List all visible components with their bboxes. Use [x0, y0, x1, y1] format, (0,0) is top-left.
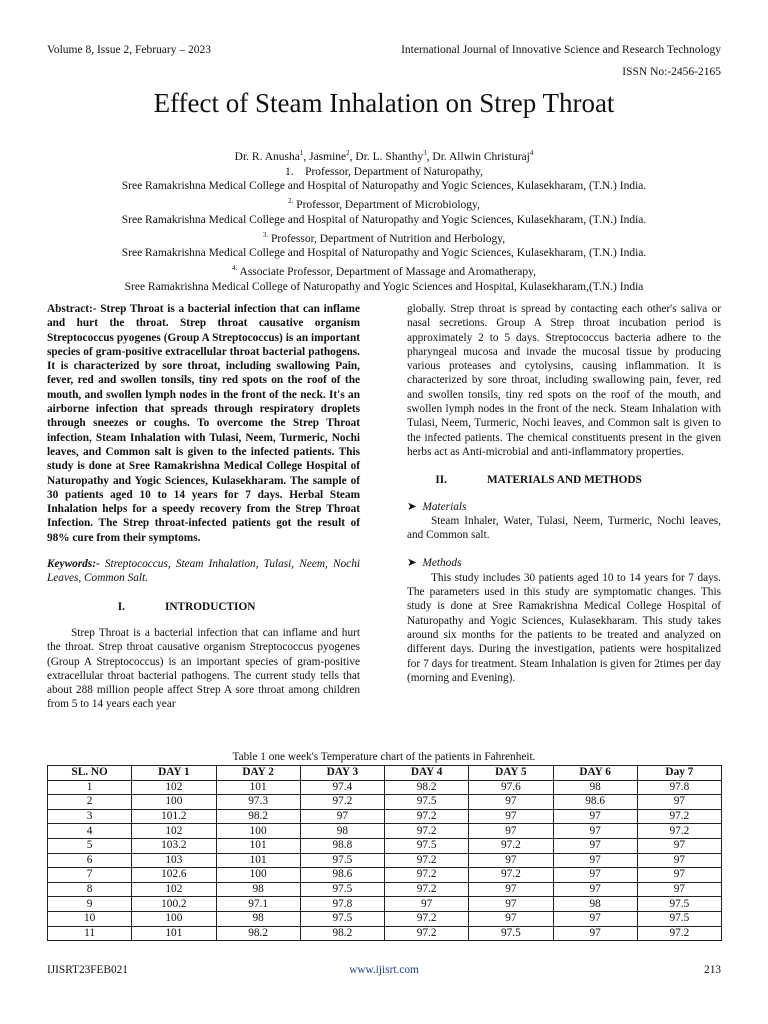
introduction-text: Strep Throat is a bacterial infection that can inflame and hurt the throat. Strep throat causative organism Streptococcus pyogenes (Group A Streptococcus) is an important species of gram-positive extracellular throat bacterial pathogens. The current study tells that about 288 million people affect Strep A sore throat among children from 5 to 14 years each year [47, 626, 360, 711]
table-cell: 97.2 [385, 926, 469, 941]
table-cell: 97.8 [300, 897, 384, 912]
column-header: DAY 6 [553, 766, 637, 781]
table-cell: 102 [132, 824, 216, 839]
table-cell: 97.5 [300, 882, 384, 897]
table-row [48, 780, 722, 795]
affiliation-line: $^{3.}$ Professor, Department of Nutrition and Herbology, [262, 230, 506, 245]
keywords-text: Streptococcus, Steam Inhalation, Tulasi, Neem, Nochi Leaves, Common Salt. [47, 558, 360, 585]
methods-text: This study includes 30 patients aged 10 to 14 years for 7 days. The parameters used in this study are symptomatic changes. This study is done at Sree Ramakrishna Medical College Hospital of Naturopathy and Yogic Sciences, Kulasekharam. This study takes around six months for the patients to be treated and analyzed on different days. During the investigation, patients were hospitalized for 7 days for treatment. Steam Inhalation is given for 2times per day (morning and Evening). [407, 571, 721, 684]
column-header: DAY 2 [216, 766, 300, 781]
arrow-bullet-icon: ➤ [407, 557, 417, 570]
table-cell: 97.2 [469, 838, 553, 853]
table-cell: 97 [469, 882, 553, 897]
journal-website-link[interactable]: www.ijisrt.com [349, 964, 419, 976]
table-cell: 100 [216, 824, 300, 839]
table-cell: 101 [216, 780, 300, 795]
table-cell: 97 [553, 838, 637, 853]
right-column [407, 302, 721, 685]
table-cell: 11 [48, 926, 132, 941]
introduction-continuation: globally. Strep throat is spread by contacting each other's saliva or nasal secretions. Group A Strep throat incubation period is approximately 2 to 5 days. Streptococcus bacteria adhere to the pharyngeal mucosa and invade the mucosal tissue by producing various proteases and cytolysins, causing inflammation. It is characterized by sore throat, including swallowing pain, fever, red and swollen tonsils, tiny red spots on the roof of the mouth, and swollen lymph nodes in the front of the neck. Steam Inhalation with Tulasi, Neem, Turmeric, Nochi leaves, and Common salt is given to the infected patients. The chemical constituents present in the given herbs act as Anti-microbial and anti-inflammatory properties. [407, 303, 721, 458]
table-cell: 100 [132, 795, 216, 810]
section-heading-introduction: I. INTRODUCTION [117, 600, 256, 613]
table-cell: 97 [469, 809, 553, 824]
column-header: DAY 1 [132, 766, 216, 781]
table-cell: 97 [553, 868, 637, 883]
table-cell: 97.2 [637, 824, 721, 839]
page-number: 213 [704, 964, 721, 976]
table-cell: 97 [553, 853, 637, 868]
table-cell: 9 [48, 897, 132, 912]
table-cell: 6 [48, 853, 132, 868]
issn: ISSN No:-2456-2165 [622, 66, 721, 78]
table-cell: 97.5 [637, 911, 721, 926]
table-row [48, 795, 722, 810]
table-row [48, 897, 722, 912]
table-cell: 97.2 [385, 853, 469, 868]
table-cell: 97 [553, 882, 637, 897]
column-header: SL. NO [48, 766, 132, 781]
table-cell: 101.2 [132, 809, 216, 824]
table-cell: 98 [553, 780, 637, 795]
table-row [48, 911, 722, 926]
table-cell: 97 [385, 897, 469, 912]
table-cell: 97 [469, 911, 553, 926]
table-row [48, 838, 722, 853]
table-cell: 97.3 [216, 795, 300, 810]
table-cell: 97 [469, 853, 553, 868]
table-cell: 97 [300, 809, 384, 824]
table-cell: 97 [553, 911, 637, 926]
section-heading-methods: II. MATERIALS AND METHODS [435, 474, 642, 487]
table-cell: 97.2 [385, 911, 469, 926]
affiliation-line: $^{2.}$ Professor, Department of Microbiology, [288, 197, 480, 212]
methods-subheading: ➤ Methods [407, 557, 462, 570]
table-cell: 4 [48, 824, 132, 839]
table-cell: 102 [132, 780, 216, 795]
table-cell: 97.5 [300, 911, 384, 926]
table-cell: 103.2 [132, 838, 216, 853]
keywords [47, 557, 360, 586]
affiliation-line: Sree Ramakrishna Medical College of Naturopathy and Yogic Sciences and Hospital, Kulasekharam,(T.N.) India [124, 280, 644, 293]
table-header-row [48, 766, 722, 781]
table-row [48, 882, 722, 897]
materials-text: Steam Inhaler, Water, Tulasi, Neem, Turmeric, Nochi leaves, and Common salt. [407, 514, 721, 542]
table-cell: 97.2 [637, 809, 721, 824]
table-cell: 7 [48, 868, 132, 883]
table-cell: 97.2 [385, 882, 469, 897]
table-cell: 97 [553, 809, 637, 824]
table-row [48, 853, 722, 868]
table-cell: 97.2 [385, 809, 469, 824]
table-row [48, 926, 722, 941]
table-cell: 101 [216, 838, 300, 853]
table-cell: 103 [132, 853, 216, 868]
table-cell: 97 [637, 868, 721, 883]
table-cell: 98.2 [216, 809, 300, 824]
author-name: Dr. Allwin Christuraj [432, 150, 530, 163]
table-cell: 10 [48, 911, 132, 926]
table-cell: 97.5 [637, 897, 721, 912]
arrow-bullet-icon: ➤ [407, 500, 417, 513]
table-row [48, 868, 722, 883]
table-cell: 97.5 [385, 795, 469, 810]
table-cell: 97.6 [469, 780, 553, 795]
table-row [48, 824, 722, 839]
table-cell: 97.2 [385, 824, 469, 839]
affiliation-line: Sree Ramakrishna Medical College and Hospital of Naturopathy and Yogic Sciences, Kulasekharam, (T.N.) India. [121, 213, 647, 226]
table-cell: 102 [132, 882, 216, 897]
table-cell: 97 [637, 853, 721, 868]
table-cell: 97.5 [300, 853, 384, 868]
table-cell: 97 [637, 882, 721, 897]
table-cell: 97 [637, 838, 721, 853]
column-header: DAY 3 [300, 766, 384, 781]
table-cell: 102.6 [132, 868, 216, 883]
abstract: Abstract:- Strep Throat is a bacterial infection that can inflame and hurt the throat. Strep throat causative organism Streptococcus pyogenes (Group A Streptococcus) is an important species of gram-positive extracellular throat bacterial pathogens. It is characterized by sore throat, including swallowing Pain, fever, red and swollen tonsils, tiny red spots on the roof of the mouth, and swollen lymph nodes in the front of the neck. It's an airborne infection that spreads through respiratory droplets through sneezes or coughs. To overcome the Strep Throat infection, Steam Inhalation with Tulasi, Neem, Turmeric, Nochi leaves, and Common salt is given to the infected patients. This study is done at Sree Ramakrishna Medical College Hospital of Naturopathy and Yogic Sciences, Kulasekharam. The sample of 30 patients aged 10 to 14 years for 7 days. Herbal Steam Inhalation helps for a speedy recovery from the Strep Throat Infection. The Strep throat-infected patients got the result of 98% cure from their symptoms. [47, 303, 360, 544]
table-cell: 98 [300, 824, 384, 839]
table-cell: 97.2 [637, 926, 721, 941]
affiliation-line: $^{4.}$ Associate Professor, Department of Massage and Aromatherapy, [232, 264, 536, 278]
table-cell: 5 [48, 838, 132, 853]
table-cell: 97.2 [300, 795, 384, 810]
column-header: DAY 4 [385, 766, 469, 781]
table-cell: 3 [48, 809, 132, 824]
table-cell: 97.2 [385, 868, 469, 883]
table-cell: 97 [469, 897, 553, 912]
column-header: DAY 5 [469, 766, 553, 781]
table-cell: 1 [48, 780, 132, 795]
table-cell: 100 [132, 911, 216, 926]
journal-name: International Journal of Innovative Science and Research Technology [401, 44, 721, 56]
table-cell: 8 [48, 882, 132, 897]
table-cell: 100 [216, 868, 300, 883]
table-cell: 101 [216, 853, 300, 868]
author-block [30, 146, 738, 294]
affiliation-line: Sree Ramakrishna Medical College and Hospital of Naturopathy and Yogic Sciences, Kulasekharam, (T.N.) India. [121, 247, 647, 260]
table-caption: Table 1 one week's Temperature chart of the patients in Fahrenheit. [232, 751, 536, 763]
table-cell: 101 [132, 926, 216, 941]
affiliation-line: Sree Ramakrishna Medical College and Hospital of Naturopathy and Yogic Sciences, Kulasekharam, (T.N.) India. [121, 180, 647, 193]
table-row [48, 809, 722, 824]
table-cell: 97.8 [637, 780, 721, 795]
table-cell: 98.6 [553, 795, 637, 810]
paper-title: Effect of Steam Inhalation on Strep Throat [153, 88, 615, 118]
column-header: Day 7 [637, 766, 721, 781]
journal-volume: Volume 8, Issue 2, February – 2023 [47, 44, 211, 56]
keywords-label: Keywords:- [47, 558, 100, 571]
author-names: Dr. R. Anusha$^1$, Jasmine$^2$, Dr. L. Shanthy$^3$, Dr. Allwin Christuraj$^4$ [234, 149, 534, 163]
table-cell: 97 [637, 795, 721, 810]
temperature-table [47, 765, 722, 941]
table-cell: 97.5 [469, 926, 553, 941]
author-name: Dr. L. Shanthy [355, 150, 424, 163]
table-cell: 98 [553, 897, 637, 912]
table-cell: 98 [216, 911, 300, 926]
author-name: Dr. R. Anusha [234, 150, 300, 163]
affiliation-line: 1. Professor, Department of Naturopathy, [284, 165, 484, 178]
table-cell: 97 [469, 824, 553, 839]
table-cell: 98.2 [216, 926, 300, 941]
table-cell: 97.4 [300, 780, 384, 795]
table-cell: 97.5 [385, 838, 469, 853]
table-cell: 98.2 [300, 926, 384, 941]
table-cell: 98.6 [300, 868, 384, 883]
table-cell: 97 [469, 795, 553, 810]
table-cell: 98 [216, 882, 300, 897]
table-cell: 2 [48, 795, 132, 810]
table-cell: 97 [553, 926, 637, 941]
paper-id: IJISRT23FEB021 [47, 964, 128, 976]
materials-subheading: ➤ Materials [407, 500, 467, 513]
table-cell: 97.2 [469, 868, 553, 883]
table-cell: 98.2 [385, 780, 469, 795]
table-cell: 98.8 [300, 838, 384, 853]
left-column [47, 302, 360, 712]
table-cell: 97 [553, 824, 637, 839]
table-cell: 97.1 [216, 897, 300, 912]
author-name: Jasmine [309, 150, 347, 163]
table-cell: 100.2 [132, 897, 216, 912]
